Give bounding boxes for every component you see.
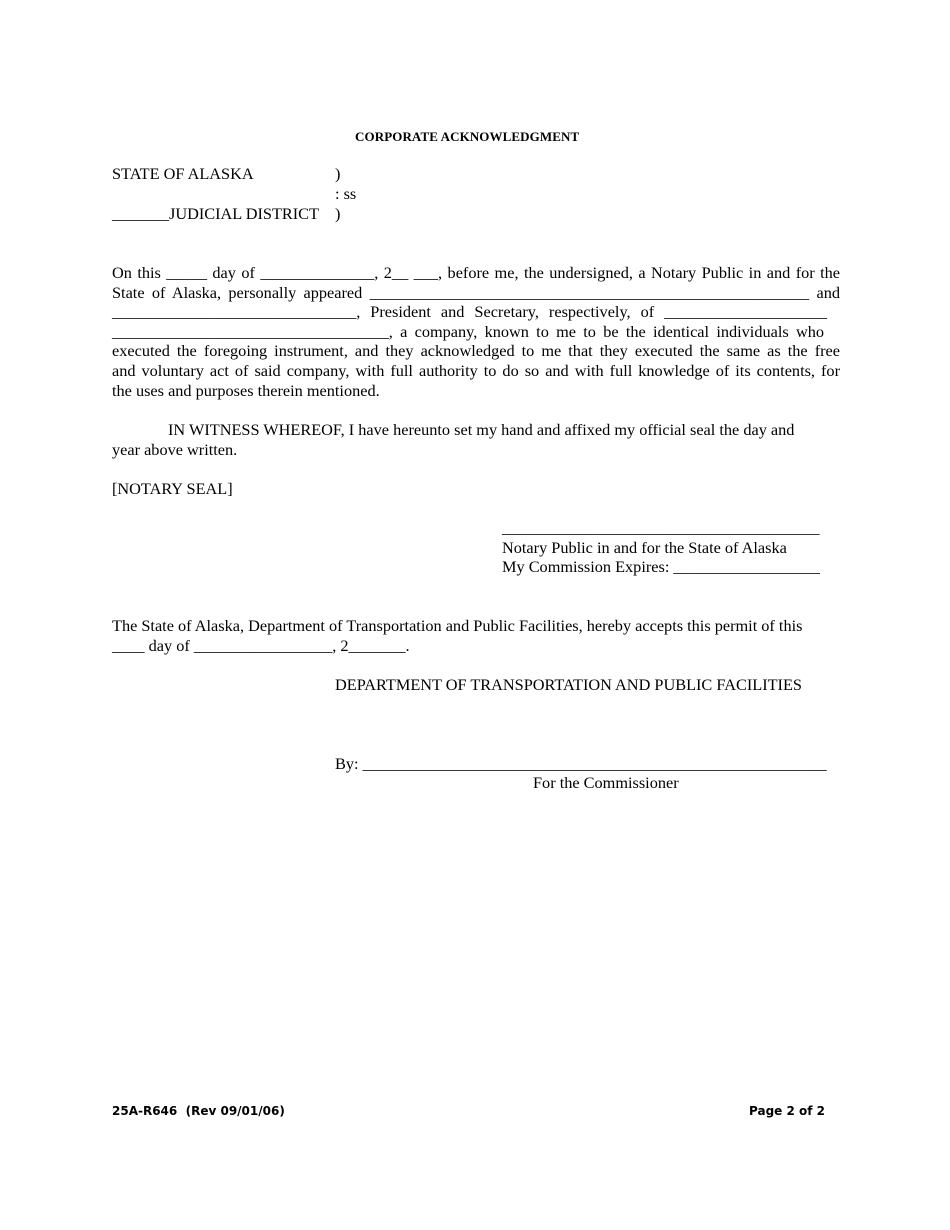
acknowledgment-line: On this _____ day of ______________, 2__ ___, before me, the undersigned, a Notary Public in and for the	[112, 263, 840, 282]
page-number: Page 2 of 2	[749, 1104, 825, 1118]
acknowledgment-line: __________________________________, a company, known to me to be the identical individuals who	[112, 321, 824, 341]
venue-state: STATE OF ALASKA	[112, 164, 254, 183]
witness-line-2: year above written.	[112, 440, 238, 459]
for-commissioner: For the Commissioner	[533, 773, 679, 792]
notary-title: Notary Public in and for the State of Alaska	[502, 538, 787, 557]
witness-line-1: IN WITNESS WHEREOF, I have hereunto set my hand and affixed my official seal the day and	[168, 420, 795, 439]
acknowledgment-line: State of Alaska, personally appeared ______________________________________________________ and	[112, 282, 840, 302]
notary-commission: My Commission Expires: __________________	[502, 557, 820, 576]
acceptance-line-2: ____ day of _________________, 2_______.	[112, 636, 410, 655]
venue-ss: : ss	[335, 184, 357, 203]
notary-signature-line: _______________________________________	[502, 518, 820, 537]
form-number: 25A-R646 (Rev 09/01/06)	[112, 1104, 285, 1118]
acknowledgment-line: executed the foregoing instrument, and they acknowledged to me that they executed the same as the free	[112, 341, 840, 361]
department-name: DEPARTMENT OF TRANSPORTATION AND PUBLIC FACILITIES	[335, 675, 802, 694]
notary-seal-label: [NOTARY SEAL]	[112, 479, 233, 498]
acknowledgment-line: the uses and purposes therein mentioned.	[112, 380, 380, 400]
acceptance-line-1: The State of Alaska, Department of Transportation and Public Facilities, hereby accepts this permit of this	[112, 616, 803, 635]
venue-district: _______JUDICIAL DISTRICT	[112, 204, 319, 223]
acknowledgment-line: ______________________________, President and Secretary, respectively, of ____________________	[112, 302, 827, 322]
venue-paren-2: )	[335, 204, 341, 223]
acknowledgment-paragraph	[112, 263, 840, 400]
venue-paren-1: )	[335, 164, 341, 183]
acknowledgment-line: and voluntary act of said company, with full authority to do so and with full knowledge of its contents, for	[112, 360, 840, 380]
document-title: CORPORATE ACKNOWLEDGMENT	[355, 129, 580, 144]
by-signature-line: By: _________________________________________________________	[335, 754, 827, 773]
